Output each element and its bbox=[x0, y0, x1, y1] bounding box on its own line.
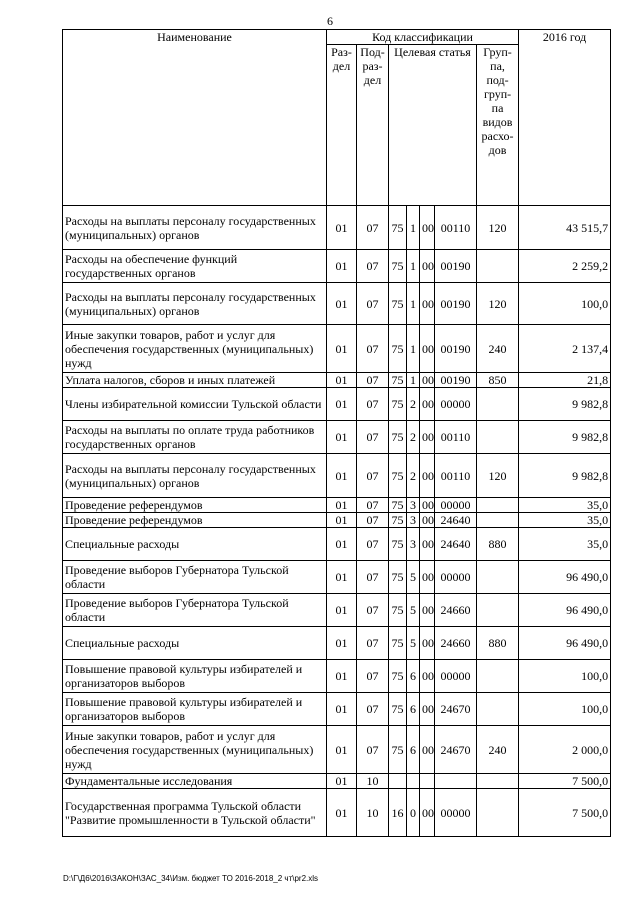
row-expense-type: 880 bbox=[477, 528, 519, 561]
row-target-direction: 00000 bbox=[435, 498, 477, 513]
row-target-direction: 00190 bbox=[435, 283, 477, 325]
row-target-subprogram: 3 bbox=[407, 513, 420, 528]
row-target-main: 00 bbox=[420, 498, 435, 513]
row-target-main: 00 bbox=[420, 594, 435, 627]
row-target-main: 00 bbox=[420, 283, 435, 325]
row-amount: 2 259,2 bbox=[519, 250, 611, 283]
row-subsection: 07 bbox=[357, 561, 389, 594]
row-target-subprogram: 1 bbox=[407, 373, 420, 388]
row-target-direction: 00000 bbox=[435, 660, 477, 693]
row-expense-type bbox=[477, 388, 519, 421]
table-row bbox=[63, 594, 611, 627]
row-target-main: 00 bbox=[420, 250, 435, 283]
row-expense-type bbox=[477, 250, 519, 283]
row-name: Фундаментальные исследования bbox=[63, 774, 327, 789]
row-target-main: 00 bbox=[420, 693, 435, 726]
table-row bbox=[63, 373, 611, 388]
row-amount: 100,0 bbox=[519, 693, 611, 726]
row-expense-type: 240 bbox=[477, 726, 519, 774]
row-amount: 21,8 bbox=[519, 373, 611, 388]
row-target-program: 75 bbox=[389, 627, 407, 660]
row-section: 01 bbox=[327, 325, 357, 373]
row-section: 01 bbox=[327, 561, 357, 594]
row-target-program: 75 bbox=[389, 594, 407, 627]
row-section: 01 bbox=[327, 660, 357, 693]
row-target-program: 75 bbox=[389, 283, 407, 325]
row-amount: 9 982,8 bbox=[519, 454, 611, 498]
row-target-subprogram: 3 bbox=[407, 528, 420, 561]
table-row bbox=[63, 726, 611, 774]
row-section: 01 bbox=[327, 627, 357, 660]
table-row bbox=[63, 513, 611, 528]
row-section: 01 bbox=[327, 594, 357, 627]
row-target-direction: 00110 bbox=[435, 421, 477, 454]
row-target-direction: 00190 bbox=[435, 250, 477, 283]
row-section: 01 bbox=[327, 693, 357, 726]
row-target-main: 00 bbox=[420, 528, 435, 561]
row-target-subprogram bbox=[407, 774, 420, 789]
row-amount: 7 500,0 bbox=[519, 789, 611, 837]
row-target-main: 00 bbox=[420, 373, 435, 388]
row-target-main: 00 bbox=[420, 513, 435, 528]
row-subsection: 07 bbox=[357, 206, 389, 250]
row-subsection: 07 bbox=[357, 594, 389, 627]
row-section: 01 bbox=[327, 388, 357, 421]
row-target-program: 75 bbox=[389, 325, 407, 373]
row-subsection: 07 bbox=[357, 693, 389, 726]
row-subsection: 07 bbox=[357, 454, 389, 498]
row-target-direction: 24670 bbox=[435, 726, 477, 774]
row-subsection: 07 bbox=[357, 513, 389, 528]
row-expense-type bbox=[477, 660, 519, 693]
row-subsection: 07 bbox=[357, 250, 389, 283]
row-subsection: 07 bbox=[357, 325, 389, 373]
row-name: Специальные расходы bbox=[63, 627, 327, 660]
table-row bbox=[63, 325, 611, 373]
table-row bbox=[63, 693, 611, 726]
row-amount: 35,0 bbox=[519, 528, 611, 561]
page-number: 6 bbox=[327, 14, 333, 28]
table-row bbox=[63, 774, 611, 789]
header-name: Наименование bbox=[63, 30, 327, 206]
row-name: Проведение референдумов bbox=[63, 513, 327, 528]
row-name: Расходы на обеспечение функций государственных органов bbox=[63, 250, 327, 283]
row-target-program: 75 bbox=[389, 421, 407, 454]
row-subsection: 07 bbox=[357, 528, 389, 561]
table-row bbox=[63, 627, 611, 660]
table-row bbox=[63, 388, 611, 421]
row-target-program: 75 bbox=[389, 250, 407, 283]
row-amount: 96 490,0 bbox=[519, 627, 611, 660]
row-target-subprogram: 5 bbox=[407, 627, 420, 660]
row-expense-type bbox=[477, 594, 519, 627]
row-expense-type bbox=[477, 693, 519, 726]
row-amount: 35,0 bbox=[519, 513, 611, 528]
row-target-main: 00 bbox=[420, 726, 435, 774]
row-amount: 2 137,4 bbox=[519, 325, 611, 373]
header-code: Код классификации bbox=[327, 30, 519, 45]
row-expense-type bbox=[477, 498, 519, 513]
row-amount: 43 515,7 bbox=[519, 206, 611, 250]
row-target-subprogram: 1 bbox=[407, 250, 420, 283]
table-row bbox=[63, 660, 611, 693]
row-amount: 100,0 bbox=[519, 660, 611, 693]
row-target-direction: 00000 bbox=[435, 388, 477, 421]
row-subsection: 07 bbox=[357, 627, 389, 660]
row-target-program: 75 bbox=[389, 513, 407, 528]
row-target-main bbox=[420, 774, 435, 789]
table-row bbox=[63, 250, 611, 283]
row-subsection: 07 bbox=[357, 726, 389, 774]
budget-table bbox=[62, 29, 611, 837]
row-target-direction: 00190 bbox=[435, 373, 477, 388]
row-target-main: 00 bbox=[420, 325, 435, 373]
row-subsection: 07 bbox=[357, 660, 389, 693]
row-expense-type bbox=[477, 561, 519, 594]
table-row bbox=[63, 421, 611, 454]
row-name: Расходы на выплаты персоналу государственных (муниципальных) органов bbox=[63, 283, 327, 325]
row-section: 01 bbox=[327, 373, 357, 388]
row-target-direction: 24640 bbox=[435, 513, 477, 528]
row-target-main: 00 bbox=[420, 789, 435, 837]
row-subsection: 07 bbox=[357, 498, 389, 513]
row-expense-type bbox=[477, 774, 519, 789]
row-target-direction: 24660 bbox=[435, 594, 477, 627]
row-expense-type bbox=[477, 513, 519, 528]
row-name: Расходы на выплаты персоналу государственных (муниципальных) органов bbox=[63, 454, 327, 498]
row-target-subprogram: 1 bbox=[407, 325, 420, 373]
row-section: 01 bbox=[327, 726, 357, 774]
row-target-direction: 00000 bbox=[435, 789, 477, 837]
row-name: Члены избирательной комиссии Тульской области bbox=[63, 388, 327, 421]
row-target-program: 75 bbox=[389, 454, 407, 498]
row-section: 01 bbox=[327, 250, 357, 283]
row-section: 01 bbox=[327, 513, 357, 528]
row-section: 01 bbox=[327, 498, 357, 513]
row-target-main: 00 bbox=[420, 454, 435, 498]
row-target-direction: 24660 bbox=[435, 627, 477, 660]
row-name: Расходы на выплаты по оплате труда работников государственных органов bbox=[63, 421, 327, 454]
row-subsection: 07 bbox=[357, 283, 389, 325]
row-amount: 96 490,0 bbox=[519, 561, 611, 594]
row-name: Государственная программа Тульской области "Развитие промышленности в Тульской области" bbox=[63, 789, 327, 837]
row-target-main: 00 bbox=[420, 388, 435, 421]
header-subsection: Под- раз- дел bbox=[357, 45, 389, 206]
row-target-program: 75 bbox=[389, 498, 407, 513]
row-target-subprogram: 0 bbox=[407, 789, 420, 837]
header-year: 2016 год bbox=[519, 30, 611, 206]
row-target-program: 75 bbox=[389, 561, 407, 594]
row-name: Повышение правовой культуры избирателей и организаторов выборов bbox=[63, 693, 327, 726]
row-target-direction: 00000 bbox=[435, 561, 477, 594]
row-name: Проведение выборов Губернатора Тульской области bbox=[63, 594, 327, 627]
row-section: 01 bbox=[327, 206, 357, 250]
row-section: 01 bbox=[327, 454, 357, 498]
row-amount: 35,0 bbox=[519, 498, 611, 513]
row-expense-type bbox=[477, 789, 519, 837]
row-target-program bbox=[389, 774, 407, 789]
table-row bbox=[63, 561, 611, 594]
row-name: Уплата налогов, сборов и иных платежей bbox=[63, 373, 327, 388]
row-expense-type: 850 bbox=[477, 373, 519, 388]
file-path-footer: D:\Г\Д6\2016\ЗАКОН\ЗАС_34\Изм. бюджет ТО 2016-2018_2 чт\pr2.xls bbox=[63, 874, 319, 883]
row-name: Проведение выборов Губернатора Тульской области bbox=[63, 561, 327, 594]
row-name: Специальные расходы bbox=[63, 528, 327, 561]
row-target-program: 75 bbox=[389, 388, 407, 421]
row-name: Расходы на выплаты персоналу государственных (муниципальных) органов bbox=[63, 206, 327, 250]
row-name: Проведение референдумов bbox=[63, 498, 327, 513]
row-subsection: 10 bbox=[357, 789, 389, 837]
row-target-direction: 24670 bbox=[435, 693, 477, 726]
row-target-subprogram: 5 bbox=[407, 594, 420, 627]
table-row bbox=[63, 789, 611, 837]
header-target: Целевая статья bbox=[389, 45, 477, 206]
row-target-direction: 00190 bbox=[435, 325, 477, 373]
row-amount: 100,0 bbox=[519, 283, 611, 325]
row-name: Иные закупки товаров, работ и услуг для обеспечения государственных (муниципальных) нужд bbox=[63, 325, 327, 373]
row-target-subprogram: 1 bbox=[407, 206, 420, 250]
row-expense-type bbox=[477, 421, 519, 454]
row-amount: 96 490,0 bbox=[519, 594, 611, 627]
row-section: 01 bbox=[327, 283, 357, 325]
row-amount: 9 982,8 bbox=[519, 421, 611, 454]
header-group: Груп- па, под- груп- па видов расхо- дов bbox=[477, 45, 519, 206]
row-name: Повышение правовой культуры избирателей и организаторов выборов bbox=[63, 660, 327, 693]
row-target-program: 75 bbox=[389, 373, 407, 388]
row-subsection: 07 bbox=[357, 421, 389, 454]
row-target-main: 00 bbox=[420, 660, 435, 693]
header-section: Раз- дел bbox=[327, 45, 357, 206]
row-subsection: 07 bbox=[357, 388, 389, 421]
row-target-direction: 24640 bbox=[435, 528, 477, 561]
row-expense-type: 120 bbox=[477, 454, 519, 498]
row-target-direction bbox=[435, 774, 477, 789]
table-row bbox=[63, 206, 611, 250]
row-target-subprogram: 3 bbox=[407, 498, 420, 513]
row-target-subprogram: 1 bbox=[407, 283, 420, 325]
row-expense-type: 120 bbox=[477, 206, 519, 250]
row-amount: 9 982,8 bbox=[519, 388, 611, 421]
row-section: 01 bbox=[327, 789, 357, 837]
row-target-direction: 00110 bbox=[435, 206, 477, 250]
table-row bbox=[63, 283, 611, 325]
row-target-program: 75 bbox=[389, 693, 407, 726]
row-target-subprogram: 2 bbox=[407, 388, 420, 421]
row-target-subprogram: 6 bbox=[407, 660, 420, 693]
row-name: Иные закупки товаров, работ и услуг для обеспечения государственных (муниципальных) нужд bbox=[63, 726, 327, 774]
row-target-main: 00 bbox=[420, 561, 435, 594]
row-amount: 2 000,0 bbox=[519, 726, 611, 774]
row-target-program: 75 bbox=[389, 726, 407, 774]
row-section: 01 bbox=[327, 421, 357, 454]
row-target-main: 00 bbox=[420, 421, 435, 454]
row-expense-type: 240 bbox=[477, 325, 519, 373]
row-target-direction: 00110 bbox=[435, 454, 477, 498]
row-target-program: 16 bbox=[389, 789, 407, 837]
row-section: 01 bbox=[327, 528, 357, 561]
row-expense-type: 880 bbox=[477, 627, 519, 660]
table-row bbox=[63, 454, 611, 498]
row-target-subprogram: 2 bbox=[407, 454, 420, 498]
row-target-subprogram: 5 bbox=[407, 561, 420, 594]
row-target-main: 00 bbox=[420, 627, 435, 660]
row-target-subprogram: 6 bbox=[407, 726, 420, 774]
row-section: 01 bbox=[327, 774, 357, 789]
row-target-subprogram: 2 bbox=[407, 421, 420, 454]
table-row bbox=[63, 528, 611, 561]
row-amount: 7 500,0 bbox=[519, 774, 611, 789]
row-target-program: 75 bbox=[389, 660, 407, 693]
row-target-subprogram: 6 bbox=[407, 693, 420, 726]
row-expense-type: 120 bbox=[477, 283, 519, 325]
row-subsection: 10 bbox=[357, 774, 389, 789]
row-target-program: 75 bbox=[389, 528, 407, 561]
table-row bbox=[63, 498, 611, 513]
row-target-main: 00 bbox=[420, 206, 435, 250]
row-subsection: 07 bbox=[357, 373, 389, 388]
row-target-program: 75 bbox=[389, 206, 407, 250]
